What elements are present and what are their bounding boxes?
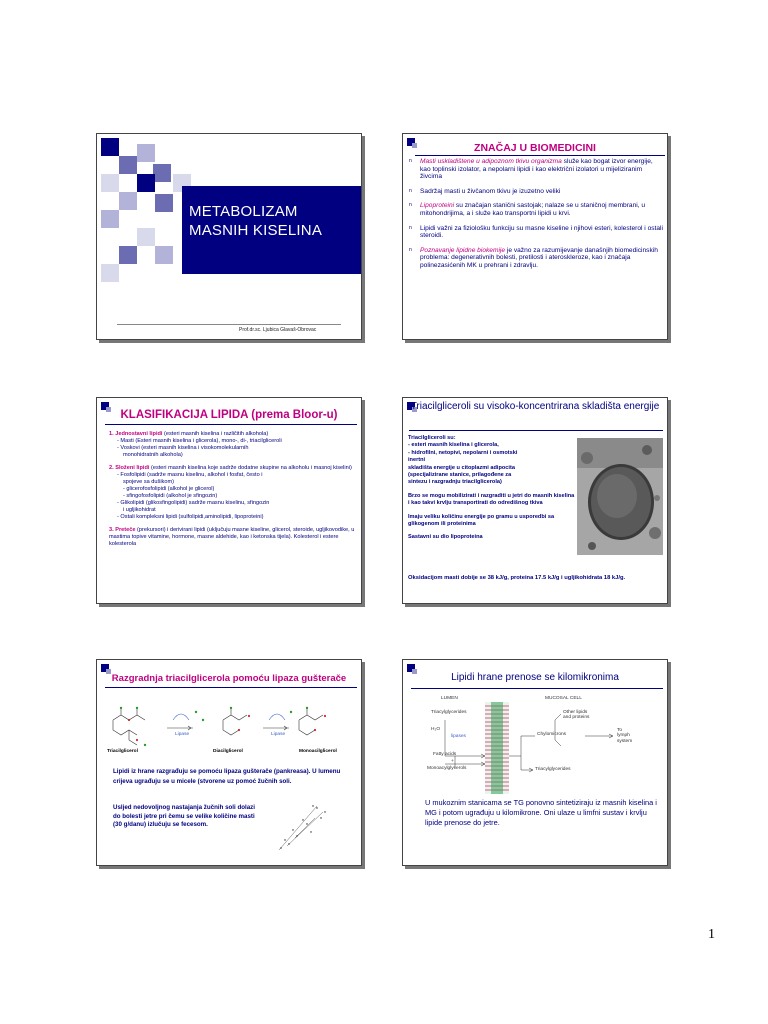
bullet-emphasis: Poznavanje lipidne biokemije: [420, 246, 506, 254]
title-line: METABOLIZAM: [189, 203, 298, 220]
author-credit: Prof.dr.sc. Ljubica Glavaš-Obrovac: [239, 327, 317, 333]
diagram-label: Fatty acids: [433, 752, 457, 757]
slide-title: [96, 133, 362, 340]
slide-footer-text: Oksidacijom masti dobije se 38 kJ/g, proteina 17.5 kJ/g i ugljikohidrata 18 kJ/g.: [408, 575, 626, 581]
divider: [411, 688, 663, 689]
bullet-item: [407, 202, 663, 217]
diagram-label: Triacylglycerides: [431, 710, 467, 715]
structure-sketch: [273, 798, 353, 854]
divider: [105, 424, 357, 425]
list-item: [109, 527, 355, 548]
bullet-text: služe kao bogat izvor energije, kao toplinski izolator, a nepolarni lipidi i kao električni izolatori u mijeliziranim živcima: [420, 158, 653, 181]
bullet-item: [407, 158, 663, 181]
item-heading: Složeni lipidi: [115, 465, 150, 471]
sub-line: monohidratnih alkohola): [123, 452, 183, 458]
item-text: (esteri masnih kiselina i različitih alkohola): [162, 431, 269, 437]
molecule-label: Triacilglicerol: [107, 749, 138, 754]
slide-classification: [96, 397, 362, 604]
divider: [415, 155, 665, 156]
sub-lines: [109, 438, 355, 459]
diagram-label: Chylomicrons: [537, 732, 567, 737]
adipocyte-micrograph: [577, 438, 663, 555]
bullet-text: je važno za razumijevanje današnjih biomedicinskih problema: degenerativnih bolesti, pretilosti i ateroskleroze, kao i značaja polinezasićenih MK u prehrani i zdravlju.: [420, 246, 658, 269]
deco-square: [153, 164, 171, 182]
divider: [105, 687, 357, 688]
item-heading: Preteče: [115, 527, 136, 533]
item-number: 2.: [109, 465, 114, 471]
bullet-emphasis: Masti uskladištene u adipoznom tkivu organizma: [420, 158, 562, 165]
diagram-label: Other lipids and proteins: [563, 710, 590, 720]
sub-line: i ugljikohidrat: [123, 507, 156, 513]
micrograph-image: [577, 438, 663, 555]
bullet-item: [407, 247, 663, 270]
sub-line: spojeve sa dušikom): [123, 479, 174, 485]
diagram-label: Triacylglycerides: [535, 767, 571, 772]
slide-body: Usljed nedovoljnog nastajanja žučnih soli dolazi do bolesti jetre pri čemu se velike količine masti (30 g/danu) izlučuju se fecesom.: [113, 804, 255, 828]
slide-heading: Razgradnja triacilglicerola pomoću lipaza gušterače: [111, 673, 347, 684]
slide-title-text: [189, 202, 322, 240]
bullet-item: [407, 225, 663, 240]
deco-square: [155, 194, 173, 212]
item-number: 3.: [109, 527, 114, 533]
body-paragraph: Triacilgliceroli su: - esteri masnih kiselina i glicerola, - hidrofilni, netopivi, nepolarni i osmotski inertni skladišta energije u citoplazmi adipocita (specijalizirane stanice, prilagođene za sintezu i razgradnju triacilglicerola): [408, 435, 518, 486]
slide-heading: ZNAČAJ U BIOMEDICINI: [474, 142, 596, 154]
bullet-text: Lipidi važni za fiziološku funkciju su masne kiseline i njihovi esteri, kolesterol i ostali steroidi.: [420, 224, 663, 240]
sub-line: - Glikolipidi (glikosfingolipidi) sadrže masnu kiselinu, sfingozin: [117, 500, 270, 506]
body-paragraph: Sastavni su dio lipoproteina: [408, 534, 483, 541]
sub-line: - Voskovi (esteri masnih kiselina i visokomolekularnih: [117, 445, 249, 451]
deco-square: [137, 228, 155, 246]
deco-square: [119, 192, 137, 210]
deco-square: [137, 174, 155, 192]
bullet-list: [407, 158, 663, 277]
enzyme-label: Lipase: [271, 732, 286, 737]
deco-square: [101, 264, 119, 282]
slide-triacylglycerols: [402, 397, 668, 604]
divider: [117, 324, 341, 325]
deco-square: [155, 246, 173, 264]
bullet-text: Sadržaj masti u živčanom tkivu je izuzetno veliki: [420, 187, 561, 195]
sub-line: - sfingofosfolipidi (alkohol je sfingozin): [123, 493, 218, 499]
classification-list: [109, 431, 355, 554]
slide-chylomicrons: [402, 659, 668, 866]
body-paragraph: Imaju veliku količinu energije po gramu u usporedbi sa glikogenom ili proteinima: [408, 513, 555, 528]
body-paragraph: Brzo se mogu mobilizirati i razgraditi u jetri do masnih kiselina i kao takvi krvlju transportirati do odredišnog tkiva: [408, 492, 575, 507]
bullet-item: [407, 188, 663, 196]
slide-body: U mukoznim stanicama se TG ponovno sintetiziraju iz masnih kiselina i MG i potom ugrađuju u kilomikrone. Oni ulaze u limfni sustav i krvlju lipide prenose do jetre.: [425, 798, 657, 827]
item-text: (esteri masnih kiselina koje sadrže dodatne skupine na alkoholu i masnoj kiselini): [149, 465, 352, 471]
slide-lipase-breakdown: [96, 659, 362, 866]
diagram-label: MUCOSAL CELL: [545, 696, 582, 701]
slide-biomedicine: [402, 133, 668, 340]
enzyme-label: Lipase: [175, 732, 190, 737]
slide-heading: Lipidi hrane prenose se kilomikronima: [451, 672, 619, 683]
slide-heading: Triacilgliceroli su visoko-koncentrirana skladišta energije: [410, 401, 660, 412]
deco-square: [137, 144, 155, 162]
deco-square: [119, 246, 137, 264]
diagram-label: H₂O: [431, 727, 441, 732]
lipolysis-reaction-diagram: [103, 698, 355, 760]
molecule-label: Diacilglicerol: [213, 749, 243, 754]
bullet-emphasis: Lipoproteini: [420, 202, 455, 210]
list-item: [109, 431, 355, 459]
title-line: MASNIH KISELINA: [189, 222, 323, 239]
sub-line: - glicerofosfolipidi (alkohol je glicerol): [123, 486, 215, 492]
item-number: 1.: [109, 431, 114, 437]
deco-square: [119, 156, 137, 174]
sub-line: - Fosfolipidi (sadrže masnu kiselinu, alkohol i fosfat, često i: [117, 472, 263, 478]
molecule-label: Monoacilglicerol: [299, 749, 337, 754]
slide-body: Lipidi iz hrane razgrađuju se pomoću lipaza gušterače (pankreasa). U lumenu crijeva ugrađuju se u micele (stvorene uz pomoć žučnih soli.: [113, 768, 341, 785]
deco-square: [101, 210, 119, 228]
diagram-label: +: [451, 759, 454, 764]
slide-body: [408, 435, 576, 548]
item-heading: Jednostavni lipidi: [115, 431, 163, 437]
bullet-text: su značajan stanični sastojak; nalaze se u staničnoj membrani, u mitohondrijima, a i služe kao transportni lipidi u krvi.: [420, 202, 646, 217]
diagram-label: lipases: [451, 734, 466, 739]
sub-lines: [109, 472, 355, 521]
chylomicron-diagram: [425, 696, 665, 796]
deco-square: [101, 138, 119, 156]
page-number: 1: [708, 927, 715, 942]
diagram-label: LUMEN: [441, 696, 458, 701]
list-item: [109, 465, 355, 521]
item-text: (prekursori) i derivirani lipidi (uključuju masne kiseline, glicerol, steroide, ugljikovodike, u mastima topive vitamine, hormone, masne aldehide, kao i ketonska tijela). Kolesterol i estere kolesterola: [109, 527, 355, 547]
sub-line: - Masti (Esteri masnih kiselina i glicerola), mono-, di-, triacilgliceroli: [117, 438, 282, 444]
sub-line: - Ostali kompleksni lipidi (sulfolipidi,aminolipidi, lipoproteini): [117, 514, 264, 520]
slide-heading: KLASIFIKACIJA LIPIDA (prema Bloor-u): [120, 409, 338, 421]
diagram-label: To lymph system: [617, 728, 633, 744]
diagram-label: Monoacylglycerols: [427, 766, 467, 771]
divider: [409, 430, 663, 431]
deco-square: [101, 174, 119, 192]
